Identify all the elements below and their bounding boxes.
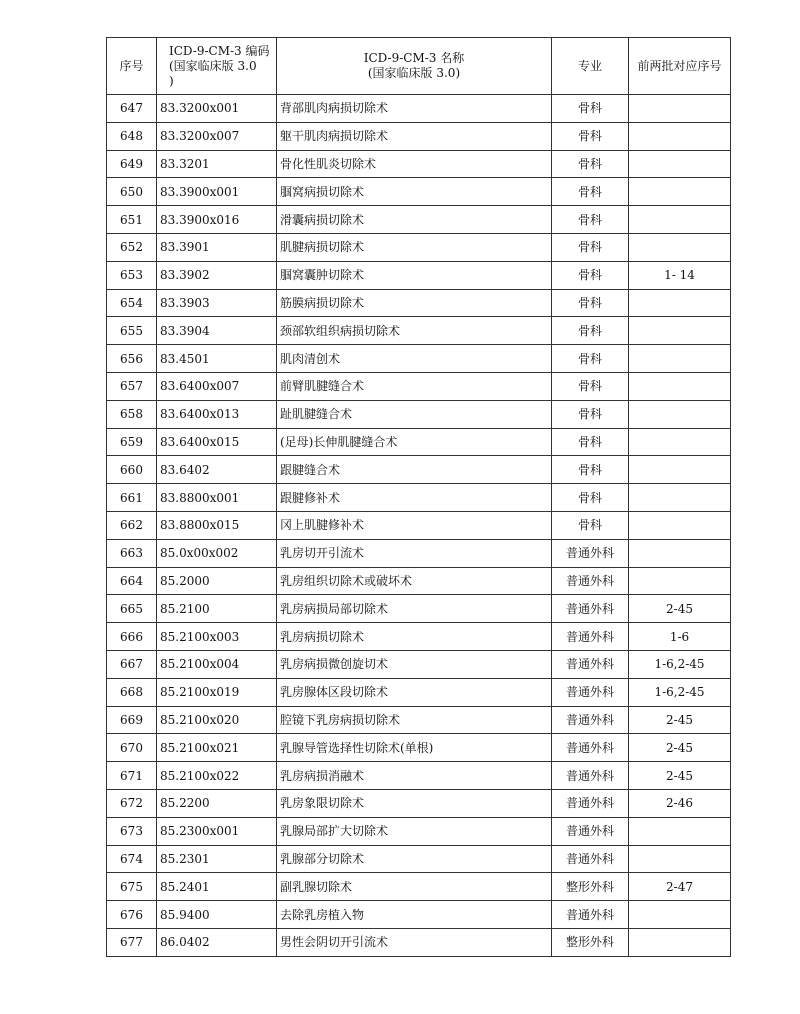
- cell-seq: 655: [107, 317, 157, 345]
- table-row: [107, 289, 731, 317]
- cell-previous: [629, 456, 731, 484]
- cell-code: 85.2100x022: [157, 762, 277, 790]
- cell-specialty: 普通外科: [552, 678, 629, 706]
- cell-name: 乳房切开引流术: [277, 539, 552, 567]
- cell-specialty: 骨科: [552, 484, 629, 512]
- cell-name: 腘窝囊肿切除术: [277, 261, 552, 289]
- table-row: [107, 511, 731, 539]
- table-body: [107, 95, 731, 957]
- cell-seq: 652: [107, 233, 157, 261]
- table-row: [107, 845, 731, 873]
- cell-seq: 660: [107, 456, 157, 484]
- cell-seq: 658: [107, 400, 157, 428]
- cell-name: 前臂肌腱缝合术: [277, 372, 552, 400]
- header-previous: 前两批对应序号: [629, 38, 731, 95]
- cell-name: 肌腱病损切除术: [277, 233, 552, 261]
- cell-code: 85.2100x020: [157, 706, 277, 734]
- cell-seq: 667: [107, 650, 157, 678]
- cell-seq: 673: [107, 817, 157, 845]
- cell-previous: [629, 289, 731, 317]
- cell-specialty: 普通外科: [552, 539, 629, 567]
- cell-seq: 665: [107, 595, 157, 623]
- cell-previous: [629, 400, 731, 428]
- cell-previous: 2-46: [629, 789, 731, 817]
- cell-name: 乳房病损微创旋切术: [277, 650, 552, 678]
- table-header: [107, 38, 731, 95]
- cell-name: 颈部软组织病损切除术: [277, 317, 552, 345]
- header-code-line3: ): [169, 73, 174, 88]
- cell-specialty: 普通外科: [552, 901, 629, 929]
- cell-name: 乳房病损局部切除术: [277, 595, 552, 623]
- cell-specialty: 骨科: [552, 400, 629, 428]
- cell-specialty: 骨科: [552, 206, 629, 234]
- cell-name: 乳房病损消融术: [277, 762, 552, 790]
- cell-previous: 2-45: [629, 762, 731, 790]
- cell-name: 冈上肌腱修补术: [277, 511, 552, 539]
- cell-code: 85.2100: [157, 595, 277, 623]
- cell-code: 85.2200: [157, 789, 277, 817]
- cell-name: 背部肌肉病损切除术: [277, 95, 552, 123]
- cell-code: 85.2100x019: [157, 678, 277, 706]
- cell-seq: 648: [107, 122, 157, 150]
- cell-specialty: 整形外科: [552, 873, 629, 901]
- table-row: [107, 567, 731, 595]
- table-row: [107, 623, 731, 651]
- table-row: [107, 372, 731, 400]
- header-name-line1: ICD-9-CM-3 名称: [363, 51, 465, 65]
- cell-previous: [629, 539, 731, 567]
- cell-previous: [629, 95, 731, 123]
- cell-previous: 1- 14: [629, 261, 731, 289]
- cell-name: 副乳腺切除术: [277, 873, 552, 901]
- cell-previous: [629, 345, 731, 373]
- cell-specialty: 普通外科: [552, 845, 629, 873]
- cell-code: 83.8800x015: [157, 511, 277, 539]
- cell-name: 乳房组织切除术或破坏术: [277, 567, 552, 595]
- cell-seq: 677: [107, 928, 157, 956]
- cell-code: 83.3201: [157, 150, 277, 178]
- table-row: [107, 345, 731, 373]
- cell-specialty: 普通外科: [552, 567, 629, 595]
- cell-specialty: 骨科: [552, 150, 629, 178]
- cell-previous: 2-45: [629, 734, 731, 762]
- cell-seq: 672: [107, 789, 157, 817]
- table-row: [107, 706, 731, 734]
- cell-code: 85.2100x004: [157, 650, 277, 678]
- cell-seq: 649: [107, 150, 157, 178]
- cell-previous: [629, 817, 731, 845]
- cell-seq: 674: [107, 845, 157, 873]
- cell-previous: [629, 901, 731, 929]
- cell-seq: 670: [107, 734, 157, 762]
- cell-code: 83.3900x001: [157, 178, 277, 206]
- cell-specialty: 普通外科: [552, 650, 629, 678]
- table-row: [107, 206, 731, 234]
- cell-seq: 650: [107, 178, 157, 206]
- cell-code: 83.6400x015: [157, 428, 277, 456]
- cell-previous: 1-6,2-45: [629, 678, 731, 706]
- cell-previous: [629, 428, 731, 456]
- table-row: [107, 122, 731, 150]
- cell-specialty: 骨科: [552, 122, 629, 150]
- cell-seq: 662: [107, 511, 157, 539]
- cell-previous: [629, 484, 731, 512]
- cell-specialty: 骨科: [552, 317, 629, 345]
- table-row: [107, 150, 731, 178]
- cell-previous: [629, 928, 731, 956]
- cell-seq: 668: [107, 678, 157, 706]
- cell-seq: 676: [107, 901, 157, 929]
- cell-name: (足母)长伸肌腱缝合术: [277, 428, 552, 456]
- table-row: [107, 789, 731, 817]
- cell-seq: 657: [107, 372, 157, 400]
- cell-specialty: 骨科: [552, 456, 629, 484]
- cell-previous: [629, 567, 731, 595]
- table-row: [107, 539, 731, 567]
- table-row: [107, 261, 731, 289]
- cell-seq: 663: [107, 539, 157, 567]
- cell-previous: [629, 317, 731, 345]
- cell-name: 肌肉清创术: [277, 345, 552, 373]
- table-row: [107, 456, 731, 484]
- table-row: [107, 734, 731, 762]
- cell-previous: [629, 372, 731, 400]
- cell-seq: 659: [107, 428, 157, 456]
- header-name: [277, 38, 552, 95]
- cell-previous: 1-6,2-45: [629, 650, 731, 678]
- cell-specialty: 整形外科: [552, 928, 629, 956]
- cell-seq: 664: [107, 567, 157, 595]
- table-row: [107, 650, 731, 678]
- header-code-line1: ICD-9-CM-3 编码: [169, 43, 270, 58]
- cell-code: 85.2100x003: [157, 623, 277, 651]
- cell-seq: 666: [107, 623, 157, 651]
- header-specialty: 专业: [552, 38, 629, 95]
- cell-specialty: 普通外科: [552, 817, 629, 845]
- cell-code: 83.3200x007: [157, 122, 277, 150]
- header-name-line2: (国家临床版 3.0): [367, 66, 461, 80]
- cell-seq: 647: [107, 95, 157, 123]
- cell-previous: 2-47: [629, 873, 731, 901]
- cell-specialty: 普通外科: [552, 789, 629, 817]
- table-row: [107, 233, 731, 261]
- cell-code: 85.2000: [157, 567, 277, 595]
- cell-specialty: 骨科: [552, 178, 629, 206]
- table-row: [107, 817, 731, 845]
- cell-code: 85.2401: [157, 873, 277, 901]
- cell-seq: 661: [107, 484, 157, 512]
- table-row: [107, 178, 731, 206]
- cell-name: 男性会阴切开引流术: [277, 928, 552, 956]
- cell-name: 乳腺局部扩大切除术: [277, 817, 552, 845]
- table-row: [107, 678, 731, 706]
- cell-code: 83.3904: [157, 317, 277, 345]
- cell-code: 83.6402: [157, 456, 277, 484]
- cell-code: 83.6400x007: [157, 372, 277, 400]
- cell-previous: [629, 511, 731, 539]
- cell-code: 83.4501: [157, 345, 277, 373]
- header-code: [157, 38, 277, 95]
- cell-previous: [629, 206, 731, 234]
- cell-seq: 669: [107, 706, 157, 734]
- cell-seq: 675: [107, 873, 157, 901]
- cell-specialty: 骨科: [552, 428, 629, 456]
- cell-specialty: 骨科: [552, 345, 629, 373]
- table-row: [107, 873, 731, 901]
- cell-seq: 654: [107, 289, 157, 317]
- cell-specialty: 骨科: [552, 233, 629, 261]
- cell-previous: [629, 845, 731, 873]
- cell-seq: 671: [107, 762, 157, 790]
- cell-specialty: 普通外科: [552, 706, 629, 734]
- cell-specialty: 骨科: [552, 372, 629, 400]
- cell-previous: 2-45: [629, 706, 731, 734]
- cell-name: 去除乳房植入物: [277, 901, 552, 929]
- table-row: [107, 484, 731, 512]
- cell-previous: [629, 122, 731, 150]
- cell-name: 跟腱修补术: [277, 484, 552, 512]
- cell-code: 85.2300x001: [157, 817, 277, 845]
- cell-code: 83.8800x001: [157, 484, 277, 512]
- cell-name: 躯干肌肉病损切除术: [277, 122, 552, 150]
- cell-specialty: 骨科: [552, 261, 629, 289]
- cell-name: 乳腺导管选择性切除术(单根): [277, 734, 552, 762]
- cell-specialty: 普通外科: [552, 595, 629, 623]
- cell-name: 乳腺部分切除术: [277, 845, 552, 873]
- cell-previous: [629, 178, 731, 206]
- cell-code: 83.3902: [157, 261, 277, 289]
- cell-specialty: 普通外科: [552, 623, 629, 651]
- cell-code: 85.2301: [157, 845, 277, 873]
- header-code-line2: (国家临床版 3.0: [169, 58, 257, 73]
- cell-name: 趾肌腱缝合术: [277, 400, 552, 428]
- cell-name: 腘窝病损切除术: [277, 178, 552, 206]
- cell-previous: 1-6: [629, 623, 731, 651]
- cell-seq: 651: [107, 206, 157, 234]
- table-row: [107, 428, 731, 456]
- cell-specialty: 骨科: [552, 289, 629, 317]
- cell-seq: 653: [107, 261, 157, 289]
- cell-name: 乳房象限切除术: [277, 789, 552, 817]
- cell-specialty: 骨科: [552, 511, 629, 539]
- cell-code: 83.3901: [157, 233, 277, 261]
- table-row: [107, 95, 731, 123]
- table-row: [107, 317, 731, 345]
- header-seq: 序号: [107, 38, 157, 95]
- cell-name: 滑囊病损切除术: [277, 206, 552, 234]
- table-row: [107, 901, 731, 929]
- table-row: [107, 762, 731, 790]
- cell-code: 85.9400: [157, 901, 277, 929]
- cell-code: 83.6400x013: [157, 400, 277, 428]
- cell-previous: [629, 233, 731, 261]
- cell-specialty: 普通外科: [552, 734, 629, 762]
- cell-specialty: 骨科: [552, 95, 629, 123]
- procedure-table: [106, 37, 731, 957]
- cell-name: 筋膜病损切除术: [277, 289, 552, 317]
- cell-name: 骨化性肌炎切除术: [277, 150, 552, 178]
- cell-code: 86.0402: [157, 928, 277, 956]
- cell-code: 85.2100x021: [157, 734, 277, 762]
- cell-code: 85.0x00x002: [157, 539, 277, 567]
- cell-seq: 656: [107, 345, 157, 373]
- table-row: [107, 400, 731, 428]
- cell-name: 乳房病损切除术: [277, 623, 552, 651]
- cell-code: 83.3900x016: [157, 206, 277, 234]
- cell-name: 乳房腺体区段切除术: [277, 678, 552, 706]
- cell-previous: [629, 150, 731, 178]
- cell-code: 83.3903: [157, 289, 277, 317]
- cell-code: 83.3200x001: [157, 95, 277, 123]
- cell-specialty: 普通外科: [552, 762, 629, 790]
- cell-name: 腔镜下乳房病损切除术: [277, 706, 552, 734]
- table-row: [107, 595, 731, 623]
- table-row: [107, 928, 731, 956]
- cell-name: 跟腱缝合术: [277, 456, 552, 484]
- cell-previous: 2-45: [629, 595, 731, 623]
- header-row: [107, 38, 731, 95]
